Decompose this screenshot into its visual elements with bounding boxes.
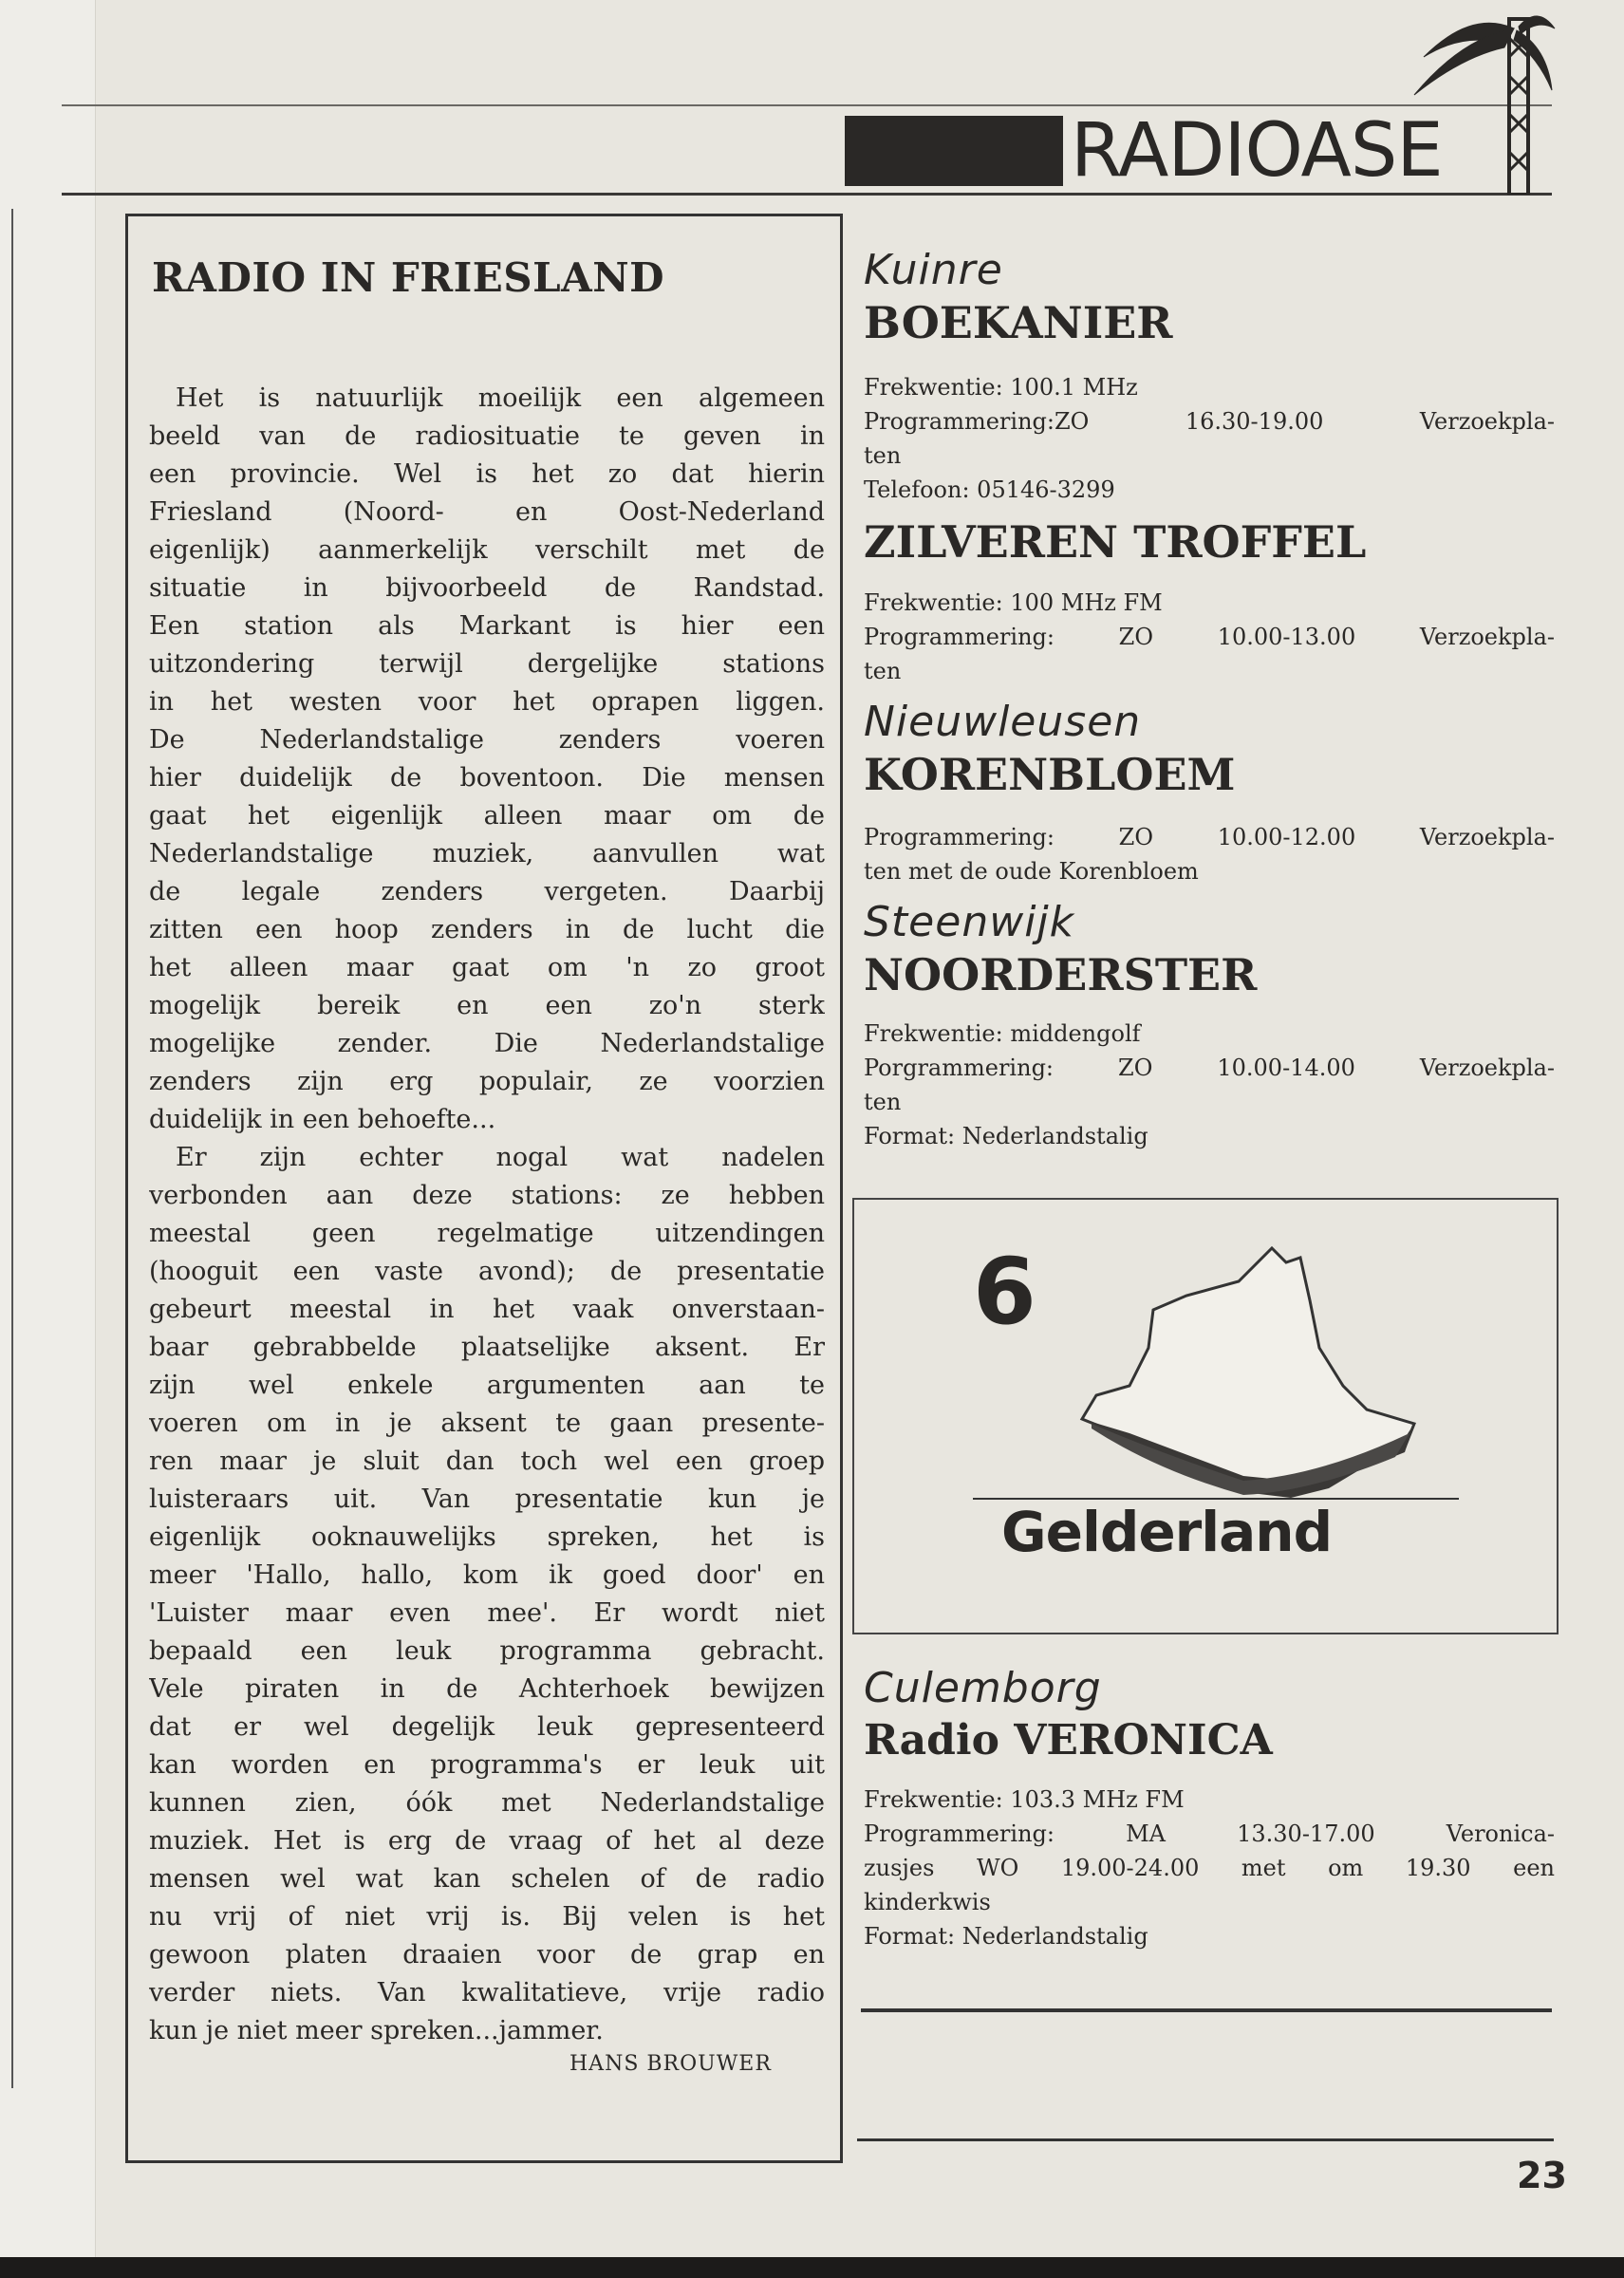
body-line: Friesland (Noord- en Oost-Nederland [149, 497, 825, 527]
body-line: de legale zenders vergeten. Daarbij [149, 877, 825, 906]
telephone: Telefoon: 05146-3299 [864, 476, 1115, 503]
body-line: kan worden en programma's er leuk uit [149, 1750, 825, 1780]
body-line: meer 'Hallo, hallo, kom ik goed door' en [149, 1560, 825, 1590]
body-line: verder niets. Van kwalitatieve, vrije radio [149, 1978, 825, 2007]
station-name: Radio VERONICA [864, 1716, 1273, 1765]
body-line: gewoon platen draaien voor de grap en [149, 1940, 825, 1970]
province-number: 6 [973, 1239, 1036, 1345]
frequency: Frekwentie: 100 MHz FM [864, 589, 1163, 616]
body-line: duidelijk in een behoefte... [149, 1105, 496, 1134]
article-title: RADIO IN FRIESLAND [152, 254, 665, 301]
body-line: eigenlijk) aanmerkelijk verschilt met de [149, 535, 825, 565]
station-boekanier [864, 245, 1555, 507]
body-line: dat er wel degelijk leuk gepresenteerd [149, 1712, 825, 1742]
body-line: baar gebrabbelde plaatselijke aksent. Er [149, 1333, 825, 1362]
frequency: Frekwentie: 103.3 MHz FM [864, 1786, 1185, 1813]
section-title: RADIOASE [1071, 108, 1443, 194]
format: Format: Nederlandstalig [864, 1123, 1148, 1149]
station-zilveren-troffel [864, 515, 1555, 688]
frequency: Frekwentie: 100.1 MHz [864, 374, 1138, 401]
body-line: bepaald een leuk programma gebracht. [149, 1636, 825, 1666]
body-line: eigenlijk ooknauwelijks spreken, het is [149, 1522, 825, 1552]
body-line: ren maar je sluit dan toch wel een groep [149, 1447, 825, 1476]
programming-cont: ten [864, 1089, 902, 1115]
body-line: verbonden aan deze stations: ze hebben [149, 1181, 825, 1210]
body-line: De Nederlandstalige zenders voeren [149, 725, 825, 755]
body-line: Het is natuurlijk moeilijk een algemeen [176, 383, 825, 413]
body-line: het alleen maar gaat om 'n zo groot [149, 953, 825, 982]
body-line: mogelijk bereik en een zo'n sterk [149, 991, 825, 1020]
footer-rule [857, 2138, 1554, 2141]
body-line: (hooguit een vaste avond); de presentatie [149, 1257, 825, 1286]
programming-cont: ten [864, 442, 902, 469]
programming: Programmering: MA 13.30-17.00 Veronica- [864, 1821, 1555, 1847]
place-name: Culemborg [864, 1664, 1102, 1712]
province-name: Gelderland [1001, 1500, 1333, 1564]
body-line: Nederlandstalige muziek, aanvullen wat [149, 839, 825, 868]
format: Format: Nederlandstalig [864, 1923, 1148, 1950]
body-line: voeren om in je aksent te gaan presente- [149, 1409, 825, 1438]
body-line: gebeurt meestal in het vaak onverstaan- [149, 1295, 825, 1324]
body-line: meestal geen regelmatige uitzendingen [149, 1219, 825, 1248]
gelderland-map-icon [1073, 1243, 1433, 1500]
body-line: Vele piraten in de Achterhoek bewijzen [149, 1674, 825, 1704]
programming: Programmering: ZO 10.00-12.00 Verzoekpla- [864, 824, 1555, 850]
body-line: zitten een hoop zenders in de lucht die [149, 915, 825, 944]
body-line: situatie in bijvoorbeeld de Randstad. [149, 573, 825, 603]
body-line: Er zijn echter nogal wat nadelen [176, 1143, 825, 1172]
body-line: 'Luister maar even mee'. Er wordt niet [149, 1598, 825, 1628]
programming: Programmering:ZO 16.30-19.00 Verzoekpla- [864, 408, 1555, 435]
body-line: kunnen zien, óók met Nederlandstalige [149, 1788, 825, 1818]
place-name: Steenwijk [864, 898, 1075, 946]
station-name: BOEKANIER [864, 297, 1173, 348]
station-veronica [864, 1663, 1555, 1953]
programming-cont: zusjes WO 19.00-24.00 met om 19.30 een [864, 1855, 1555, 1881]
place-name: Nieuwleusen [864, 698, 1142, 746]
body-line: luisteraars uit. Van presentatie kun je [149, 1484, 825, 1514]
body-line: mogelijke zender. Die Nederlandstalige [149, 1029, 825, 1058]
body-line: nu vrij of niet vrij is. Bij velen is het [149, 1902, 825, 1932]
station-name: ZILVEREN TROFFEL [864, 516, 1367, 568]
adjacent-page-edge [0, 0, 96, 2259]
body-line: beeld van de radiosituatie te geven in [149, 421, 825, 451]
body-line: zenders zijn erg populair, ze voorzien [149, 1067, 825, 1096]
body-line: Een station als Markant is hier een [149, 611, 825, 641]
body-line: muziek. Het is erg de vraag of het al deze [149, 1826, 825, 1856]
station-name: KORENBLOEM [864, 749, 1236, 800]
body-line: een provincie. Wel is het zo dat hierin [149, 459, 825, 489]
station-noorderster [864, 897, 1555, 1153]
scan-edge [0, 2257, 1624, 2278]
body-line: in het westen voor het oprapen liggen. [149, 687, 825, 717]
programming: Programmering: ZO 10.00-13.00 Verzoekpla- [864, 624, 1555, 650]
palm-tree-icon [1395, 0, 1557, 195]
frequency: Frekwentie: middengolf [864, 1020, 1141, 1047]
body-line: hier duidelijk de boventoon. Die mensen [149, 763, 825, 793]
column-rule [861, 2008, 1552, 2012]
place-name: Kuinre [864, 246, 1003, 294]
article-author: HANS BROUWER [569, 2052, 772, 2076]
section-banner-bar [845, 116, 1063, 186]
article-body [149, 380, 825, 2050]
page-number: 23 [1517, 2155, 1567, 2196]
programming-cont2: kinderkwis [864, 1889, 991, 1915]
body-line: gaat het eigenlijk alleen maar om de [149, 801, 825, 831]
programming-cont: ten met de oude Korenbloem [864, 858, 1199, 885]
body-line: uitzondering terwijl dergelijke stations [149, 649, 825, 679]
programming-cont: ten [864, 658, 902, 684]
body-line: mensen wel wat kan schelen of de radio [149, 1864, 825, 1894]
programming: Porgrammering: ZO 10.00-14.00 Verzoekpla- [864, 1055, 1555, 1081]
body-line: kun je niet meer spreken...jammer. [149, 2016, 604, 2045]
top-rule [62, 104, 1552, 106]
station-korenbloem [864, 697, 1555, 888]
body-line: zijn wel enkele argumenten aan te [149, 1371, 825, 1400]
station-name: NOORDERSTER [864, 949, 1258, 1000]
